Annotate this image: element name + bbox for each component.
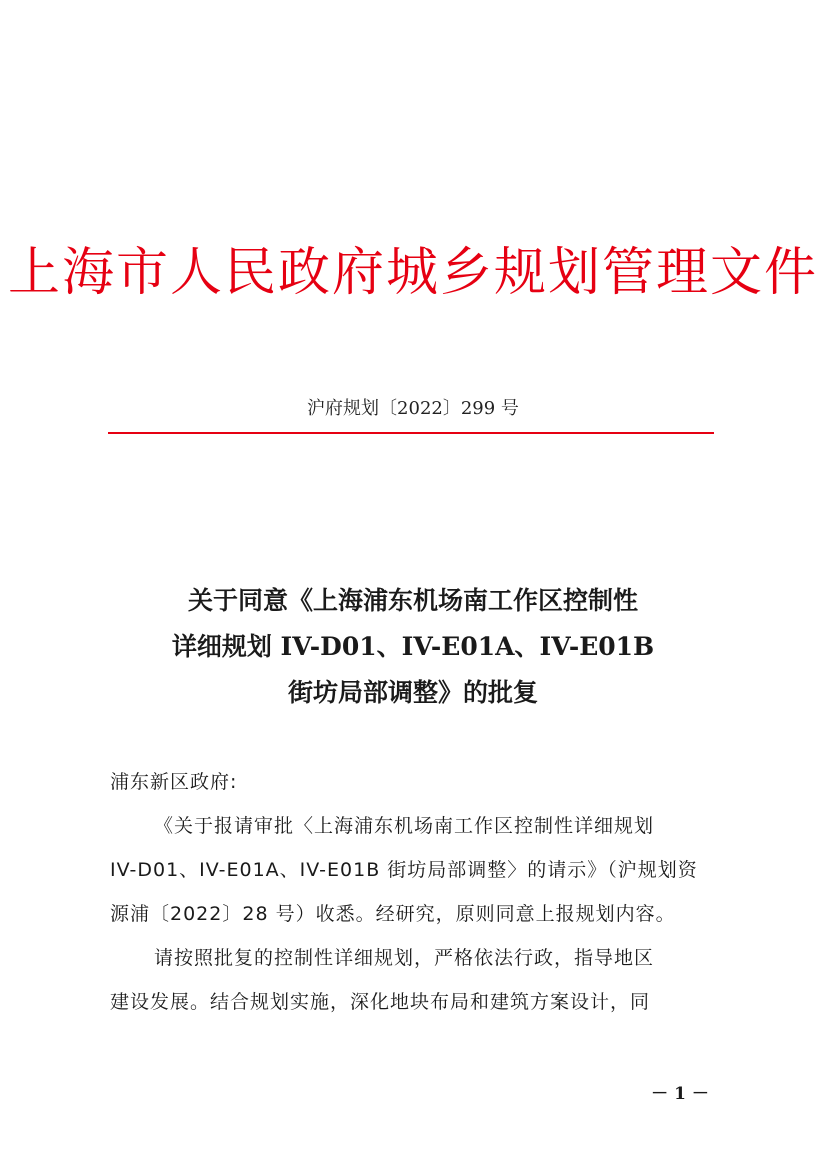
subject-line: 详细规划 IV-D01、IV-E01A、IV-E01B [171,632,655,661]
document-number: 沪府规划〔2022〕299 号 [307,398,519,419]
paragraph-line: IV-D01、IV-E01A、IV-E01B 街坊局部调整〉的请示》（沪规划资 [110,859,698,881]
document-header-title: 上海市人民政府城乡规划管理文件 [7,243,818,303]
paragraph-line: 《关于报请审批〈上海浦东机场南工作区控制性详细规划 [154,815,655,837]
paragraph-line: 请按照批复的控制性详细规划，严格依法行政，指导地区 [154,947,655,969]
red-separator-line [108,432,714,434]
paragraph-line: 建设发展。结合规划实施，深化地块布局和建筑方案设计，同 [110,991,651,1013]
document-subject [0,578,826,716]
subject-line: 街坊局部调整》的批复 [287,678,538,707]
page-number: － 1 － [651,1084,709,1104]
paragraph-line: 源浦〔2022〕28 号）收悉。经研究，原则同意上报规划内容。 [110,903,676,925]
subject-line: 关于同意《上海浦东机场南工作区控制性 [187,586,638,615]
addressee: 浦东新区政府: [110,771,238,793]
document-body [110,760,716,1024]
